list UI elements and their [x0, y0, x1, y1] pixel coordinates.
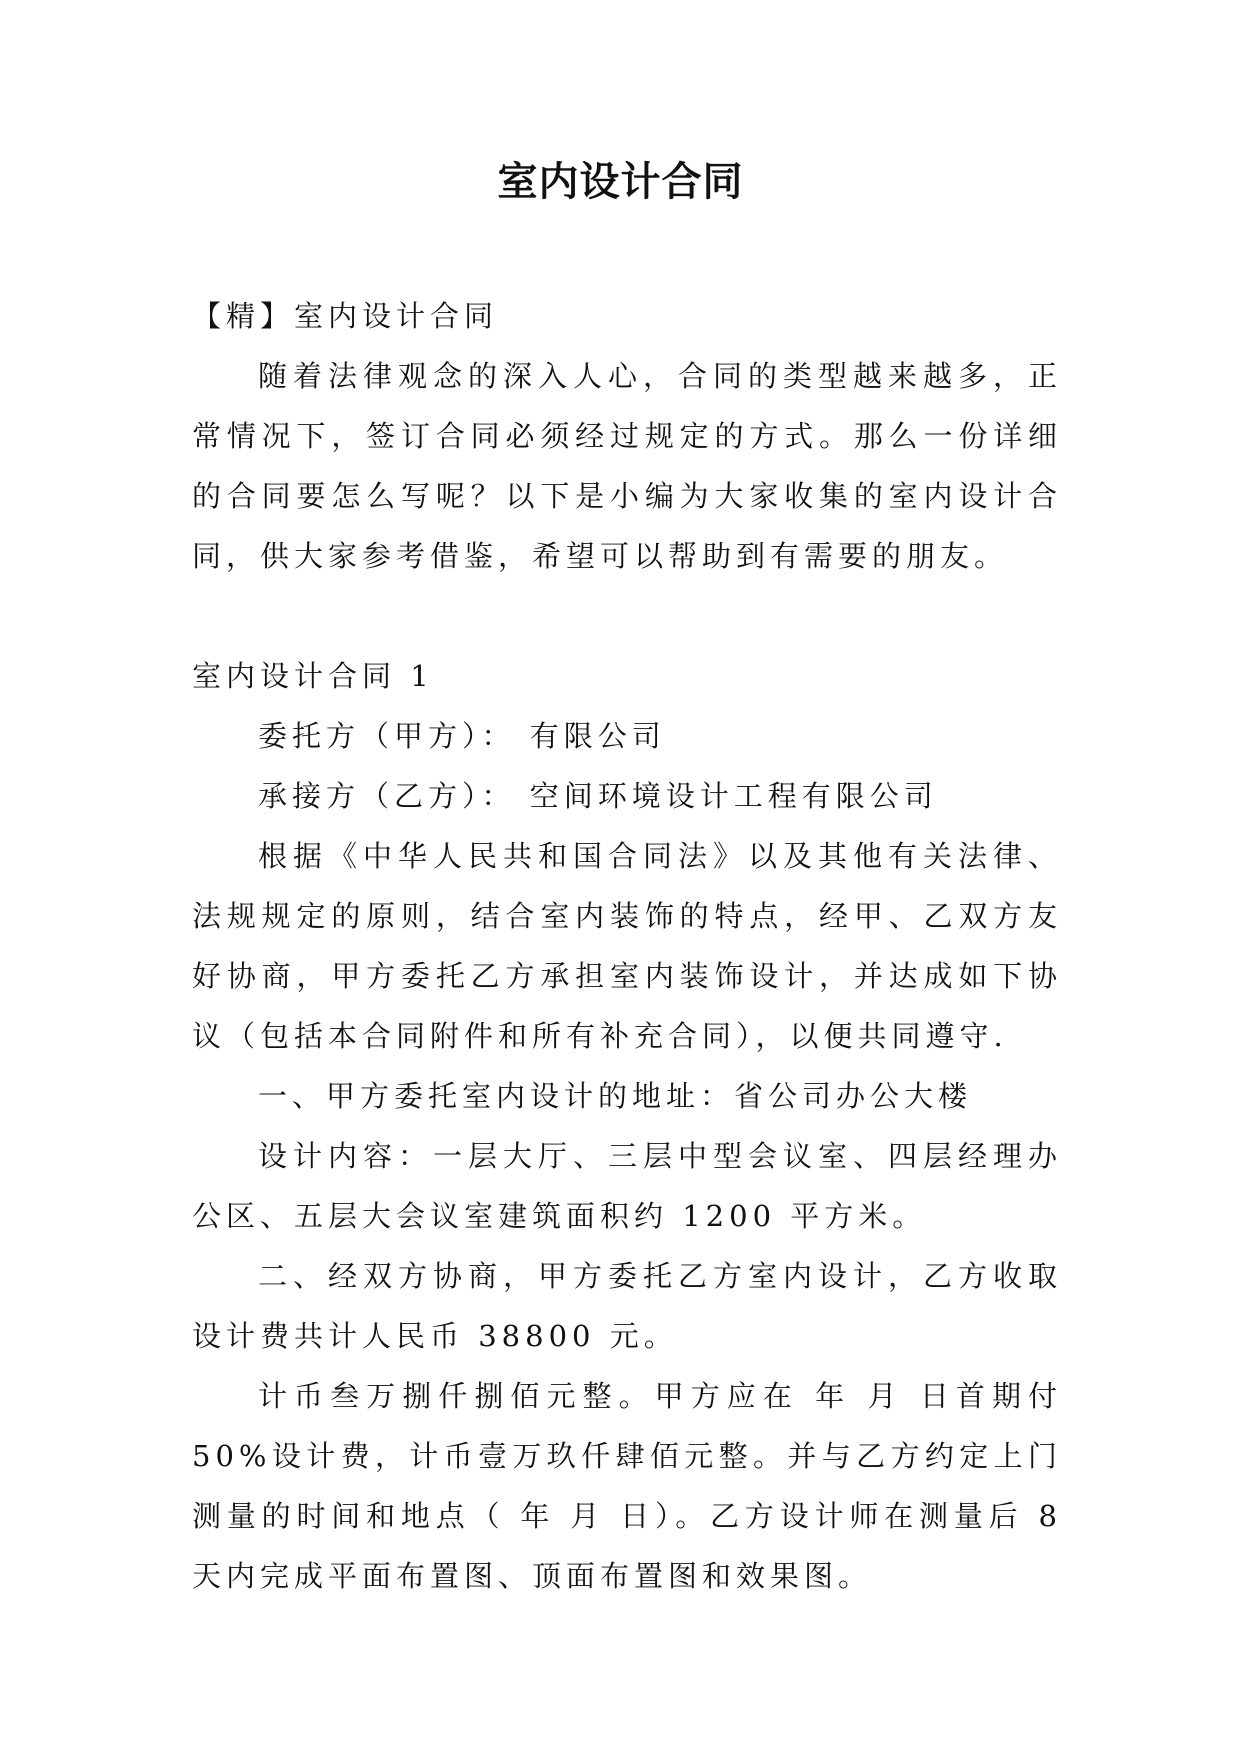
contract-heading: 室内设计合同 1: [192, 659, 434, 693]
clause-2-fee: 二、经双方协商，甲方委托乙方室内设计，乙方收取设计费共计人民币 38800 元。: [192, 1259, 1062, 1353]
design-content-paragraph: 设计内容：一层大厅、三层中型会议室、四层经理办公区、五层大会议室建筑面积约 1200 平方米。: [192, 1139, 1062, 1233]
subtitle-paragraph: 【精】室内设计合同: [192, 299, 499, 333]
intro-paragraph: 随着法律观念的深入人心，合同的类型越来越多，正常情况下，签订合同必须经过规定的方式。那么一份详细的合同要怎么写呢？以下是小编为大家收集的室内设计合同，供大家参考借鉴，希望可以帮助到有需要的朋友。: [192, 359, 1062, 573]
party-a-line: 委托方（甲方）： 有限公司: [258, 719, 666, 753]
document-title: 室内设计合同: [497, 158, 744, 205]
payment-schedule-paragraph: 计币叁万捌仟捌佰元整。甲方应在 年 月 日首期付 50%设计费，计币壹万玖仟肆佰元整。并与乙方约定上门测量的时间和地点（ 年 月 日）。乙方设计师在测量后 8 天内完成平面布置图、顶面布置图和效果图。: [192, 1379, 1062, 1593]
clause-1-address: 一、甲方委托室内设计的地址：省公司办公大楼: [258, 1079, 973, 1113]
party-b-line: 承接方（乙方）： 空间环境设计工程有限公司: [258, 779, 938, 813]
blank-line: [192, 586, 1062, 646]
document-body: [192, 286, 1062, 1606]
preamble-paragraph: 根据《中华人民共和国合同法》以及其他有关法律、法规规定的原则，结合室内装饰的特点，经甲、乙双方友好协商，甲方委托乙方承担室内装饰设计，并达成如下协议（包括本合同附件和所有补充合同），以便共同遵守.: [192, 839, 1062, 1053]
